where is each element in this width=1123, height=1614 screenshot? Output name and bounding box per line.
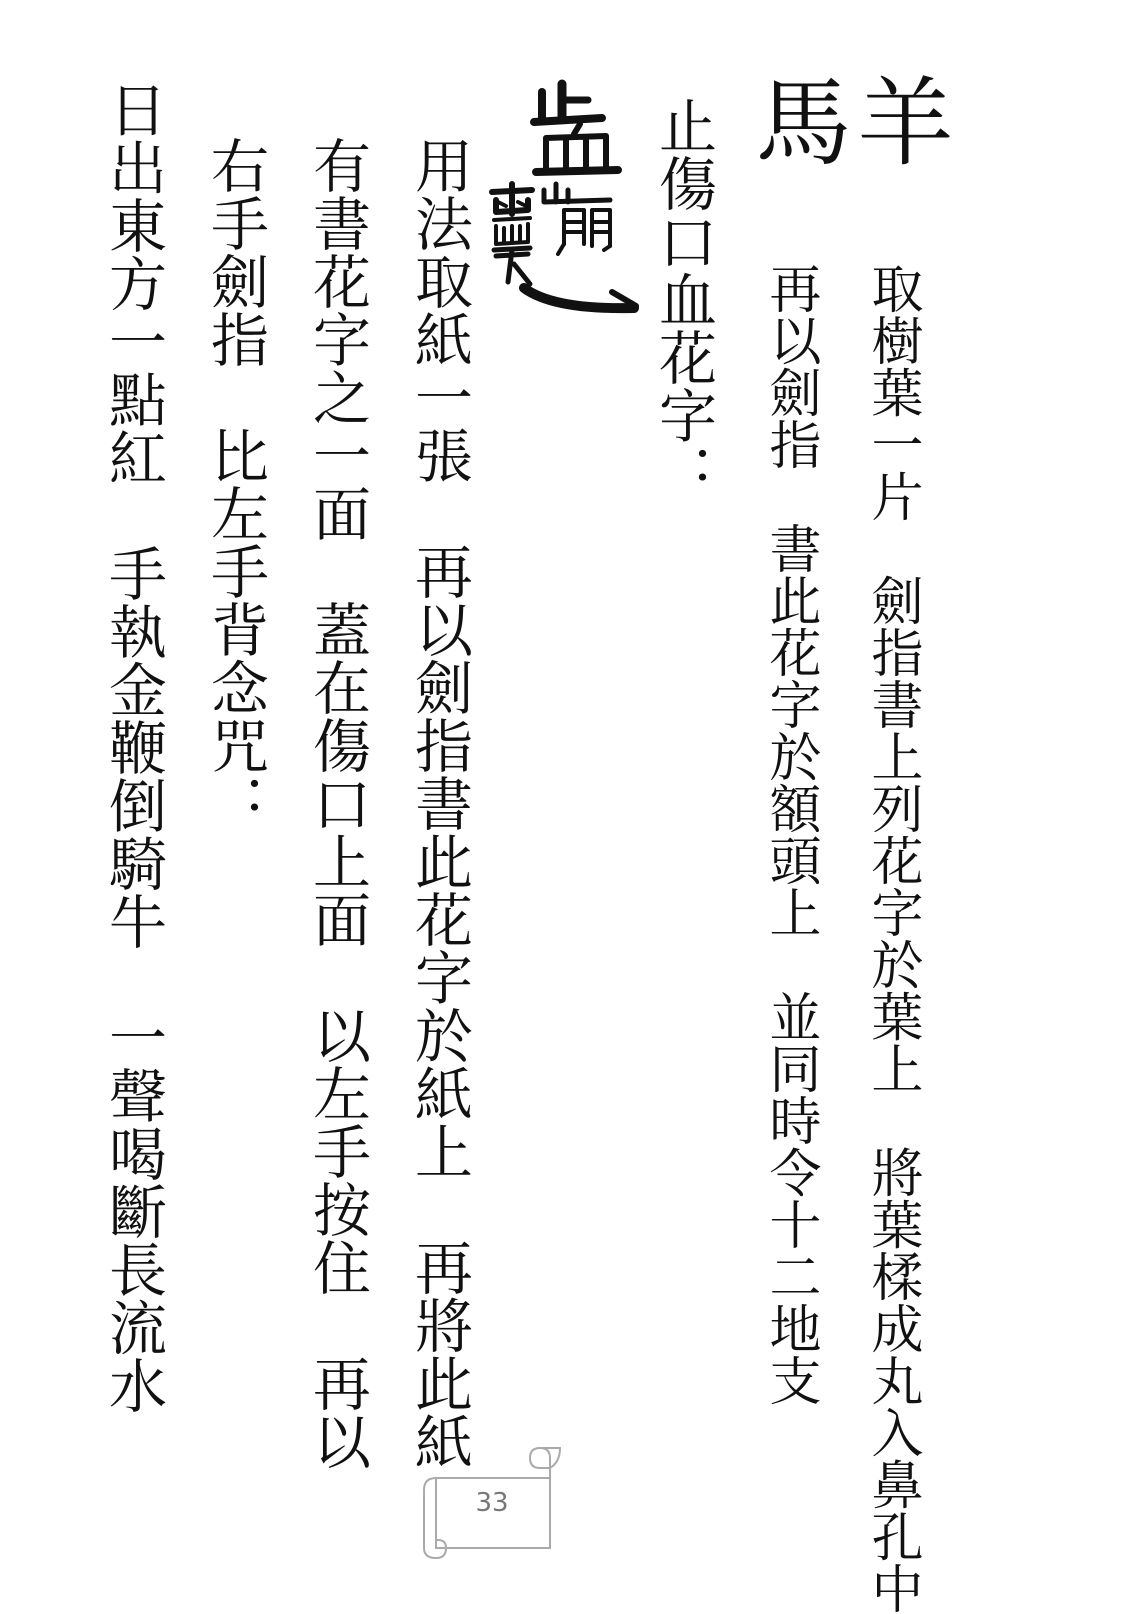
heading-horse: 馬 — [740, 72, 852, 168]
text-column-5: 右手劍指 比左手背念咒： — [201, 136, 269, 832]
section-title: 止傷口血花字： — [649, 96, 717, 502]
talisman-glyph-icon — [484, 74, 644, 324]
heading-sheep: 羊 — [842, 72, 954, 168]
page-number-badge — [414, 1444, 564, 1562]
text-column-6: 日出東方一點紅 手執金鞭倒騎牛 一聲喝斷長流水 — [99, 80, 167, 1414]
page-number: 33 — [475, 1488, 509, 1518]
text-column-1: 取樹葉一片 劍指書上列花字於葉上 將葉楺成丸入鼻孔中 — [862, 262, 922, 1614]
text-column-4: 有書花字之一面 蓋在傷口上面 以左手按住 再以 — [303, 136, 371, 1470]
text-column-2: 再以劍指 書此花字於額頭上 並同時令十二地支 — [760, 262, 820, 1406]
text-column-3: 用法取紙一張 再以劍指書此花字於紙上 再將此紙 — [405, 136, 473, 1470]
